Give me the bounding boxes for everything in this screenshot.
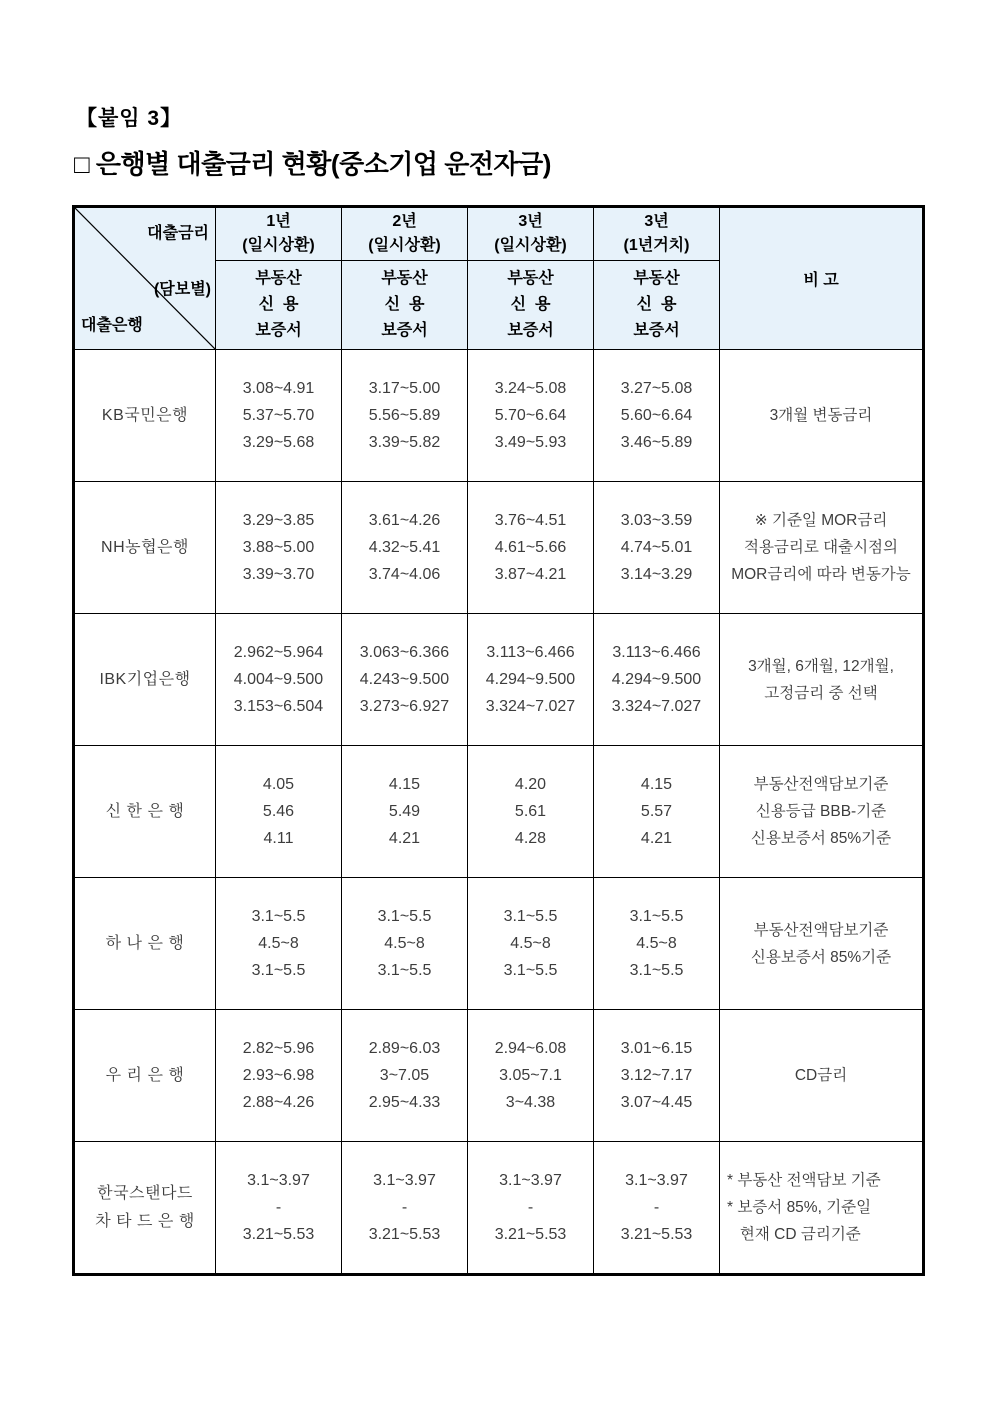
rate-cell: 3.1~3.97 - 3.21~5.53 [468,1142,594,1275]
table-row [74,350,924,482]
remark-cell: 부동산전액담보기준 신용등급 BBB-기준 신용보증서 85%기준 [720,746,924,878]
corner-label-loan-rate: 대출금리 [147,225,209,242]
rate-cell: 3.063~6.366 4.243~9.500 3.273~6.927 [342,614,468,746]
rate-cell: 4.15 5.57 4.21 [594,746,720,878]
attachment-label: 【붙임 3】 [76,107,183,130]
remarks-header: 비 고 [720,207,924,350]
table-row [74,482,924,614]
bank-name-cell: KB국민은행 [74,350,216,482]
corner-label-bank: 대출은행 [81,317,143,334]
rate-cell: 3.1~5.5 4.5~8 3.1~5.5 [342,878,468,1010]
col-header-3yr-grace [594,207,720,261]
rate-cell: 3.1~3.97 - 3.21~5.53 [342,1142,468,1275]
col-header-3yr [468,207,594,261]
rate-cell: 2.962~5.964 4.004~9.500 3.153~6.504 [216,614,342,746]
bank-name-cell: IBK기업은행 [74,614,216,746]
rate-cell: 4.20 5.61 4.28 [468,746,594,878]
bank-name-cell: 한국스탠다드 차 타 드 은 행 [74,1142,216,1275]
remark-cell: 부동산전액담보기준 신용보증서 85%기준 [720,878,924,1010]
rate-cell: 3.1~3.97 - 3.21~5.53 [594,1142,720,1275]
page-title: □ 은행별 대출금리 현황(중소기업 운전자금) [74,149,551,179]
col-header-2yr [342,207,468,261]
rate-cell: 3.113~6.466 4.294~9.500 3.324~7.027 [468,614,594,746]
rate-cell: 2.94~6.08 3.05~7.1 3~4.38 [468,1010,594,1142]
table-row [74,746,924,878]
repay-label: (일시상환) [494,237,567,254]
collateral-header-3: 부동산 신 용 보증서 [468,261,594,350]
rate-cell: 3.24~5.08 5.70~6.64 3.49~5.93 [468,350,594,482]
repay-label: (일시상환) [242,237,315,254]
table-row [74,878,924,1010]
repay-label: (1년거치) [623,237,690,254]
collateral-header-1: 부동산 신 용 보증서 [216,261,342,350]
rate-cell: 3.01~6.15 3.12~7.17 3.07~4.45 [594,1010,720,1142]
remark-cell: ※ 기준일 MOR금리 적용금리로 대출시점의 MOR금리에 따라 변동가능 [720,482,924,614]
corner-cell [74,207,216,350]
remark-cell: CD금리 [720,1010,924,1142]
rate-cell: 3.61~4.26 4.32~5.41 3.74~4.06 [342,482,468,614]
rate-cell: 3.1~5.5 4.5~8 3.1~5.5 [468,878,594,1010]
bank-name-cell: 하 나 은 행 [74,878,216,1010]
bank-name-cell: NH농협은행 [74,482,216,614]
header-row-periods [74,207,924,261]
loan-rate-table [72,205,925,1276]
table-row [74,614,924,746]
col-header-1yr [216,207,342,261]
collateral-header-2: 부동산 신 용 보증서 [342,261,468,350]
corner-label-by-collateral: (담보별) [153,281,211,298]
period-label: 3년 [644,213,669,230]
table-row [74,1010,924,1142]
remark-cell: 3개월 변동금리 [720,350,924,482]
rate-cell: 3.1~5.5 4.5~8 3.1~5.5 [594,878,720,1010]
rate-cell: 3.1~5.5 4.5~8 3.1~5.5 [216,878,342,1010]
remark-cell: * 부동산 전액담보 기준 * 보증서 85%, 기준일 현재 CD 금리기준 [720,1142,924,1275]
bank-name-cell: 우 리 은 행 [74,1010,216,1142]
period-label: 2년 [392,213,417,230]
rate-cell: 3.113~6.466 4.294~9.500 3.324~7.027 [594,614,720,746]
rate-cell: 3.29~3.85 3.88~5.00 3.39~3.70 [216,482,342,614]
rate-cell: 2.89~6.03 3~7.05 2.95~4.33 [342,1010,468,1142]
rate-cell: 3.08~4.91 5.37~5.70 3.29~5.68 [216,350,342,482]
remark-cell: 3개월, 6개월, 12개월, 고정금리 중 선택 [720,614,924,746]
rate-cell: 3.17~5.00 5.56~5.89 3.39~5.82 [342,350,468,482]
rate-cell: 4.15 5.49 4.21 [342,746,468,878]
table-row [74,1142,924,1275]
rate-cell: 3.27~5.08 5.60~6.64 3.46~5.89 [594,350,720,482]
collateral-header-4: 부동산 신 용 보증서 [594,261,720,350]
period-label: 3년 [518,213,543,230]
rate-cell: 4.05 5.46 4.11 [216,746,342,878]
rate-cell: 3.76~4.51 4.61~5.66 3.87~4.21 [468,482,594,614]
rate-cell: 3.03~3.59 4.74~5.01 3.14~3.29 [594,482,720,614]
period-label: 1년 [266,213,291,230]
repay-label: (일시상환) [368,237,441,254]
rate-cell: 3.1~3.97 - 3.21~5.53 [216,1142,342,1275]
rate-cell: 2.82~5.96 2.93~6.98 2.88~4.26 [216,1010,342,1142]
bank-name-cell: 신 한 은 행 [74,746,216,878]
